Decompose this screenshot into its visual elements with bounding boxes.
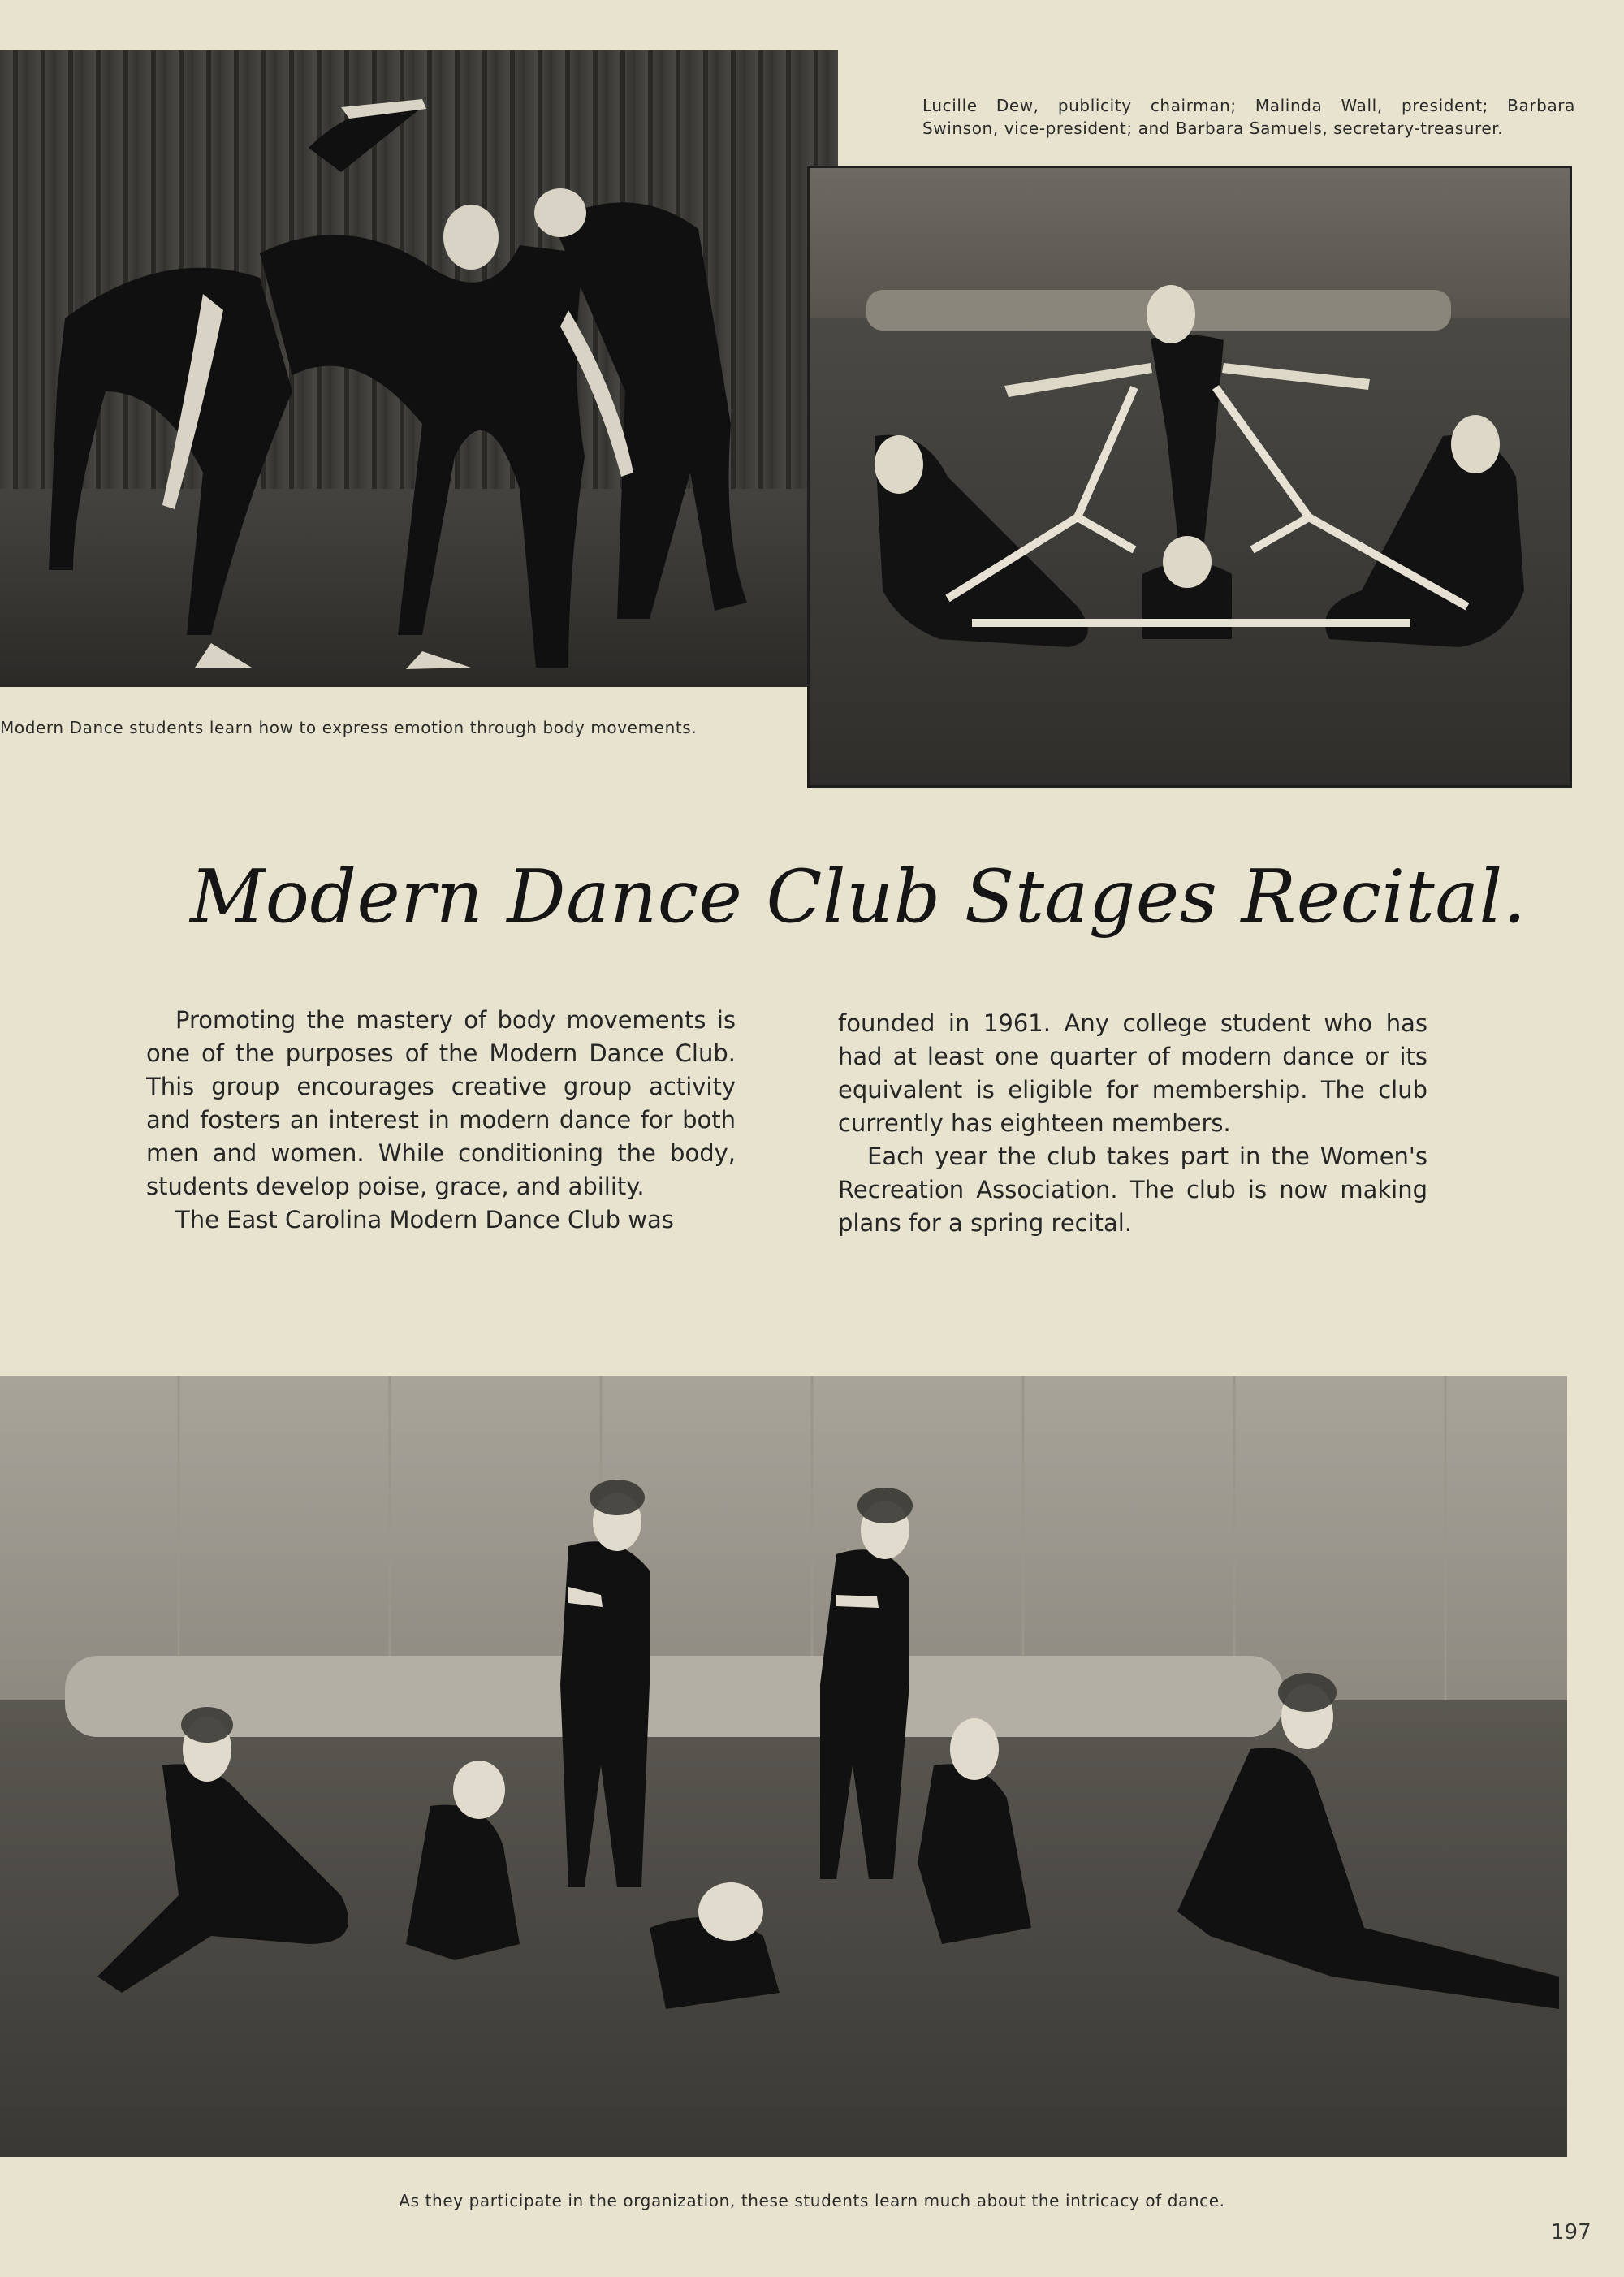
- photo-group-dancers: [0, 1376, 1567, 2157]
- page-title: Modern Dance Club Stages Recital.: [190, 854, 1527, 940]
- photo-dancers-bending: [0, 50, 838, 687]
- caption-officers: [922, 94, 1575, 140]
- photo-officers-triangle-image: [810, 168, 1570, 785]
- photo-officers-triangle: [807, 166, 1572, 788]
- body-column-left: [146, 1004, 736, 1237]
- body-paragraph: founded in 1961. Any college student who has had at least one quarter of modern dance or its equivalent is eligible for membership. The club currently has eighteen members.: [838, 1009, 1427, 1137]
- caption-officers-line-2: Swinson, vice-president; and Barbara Samuels, secretary-treasurer.: [922, 119, 1504, 138]
- caption-group: As they participate in the organization, these students learn much about the intricacy of dance.: [399, 2191, 1225, 2210]
- photo-group-dancers-image: [0, 1376, 1567, 2157]
- page-number: 197: [1551, 2220, 1592, 2245]
- body-paragraph: Promoting the mastery of body movements is one of the purposes of the Modern Dance Club. This group encourages creative group activity and fosters an interest in modern dance for both men and women. While conditioning the body, students develop poise, grace, and ability.: [146, 1006, 736, 1200]
- photo-dancers-bending-image: [0, 50, 838, 687]
- body-column-right: [838, 1007, 1427, 1240]
- body-paragraph: Each year the club takes part in the Women's Recreation Association. The club is now making plans for a spring recital.: [838, 1143, 1427, 1237]
- caption-dance-students: Modern Dance students learn how to express emotion through body movements.: [0, 718, 698, 737]
- body-paragraph: The East Carolina Modern Dance Club was: [175, 1206, 674, 1234]
- caption-officers-line-1: Lucille Dew, publicity chairman; Malinda Wall, president; Barbara: [922, 96, 1575, 115]
